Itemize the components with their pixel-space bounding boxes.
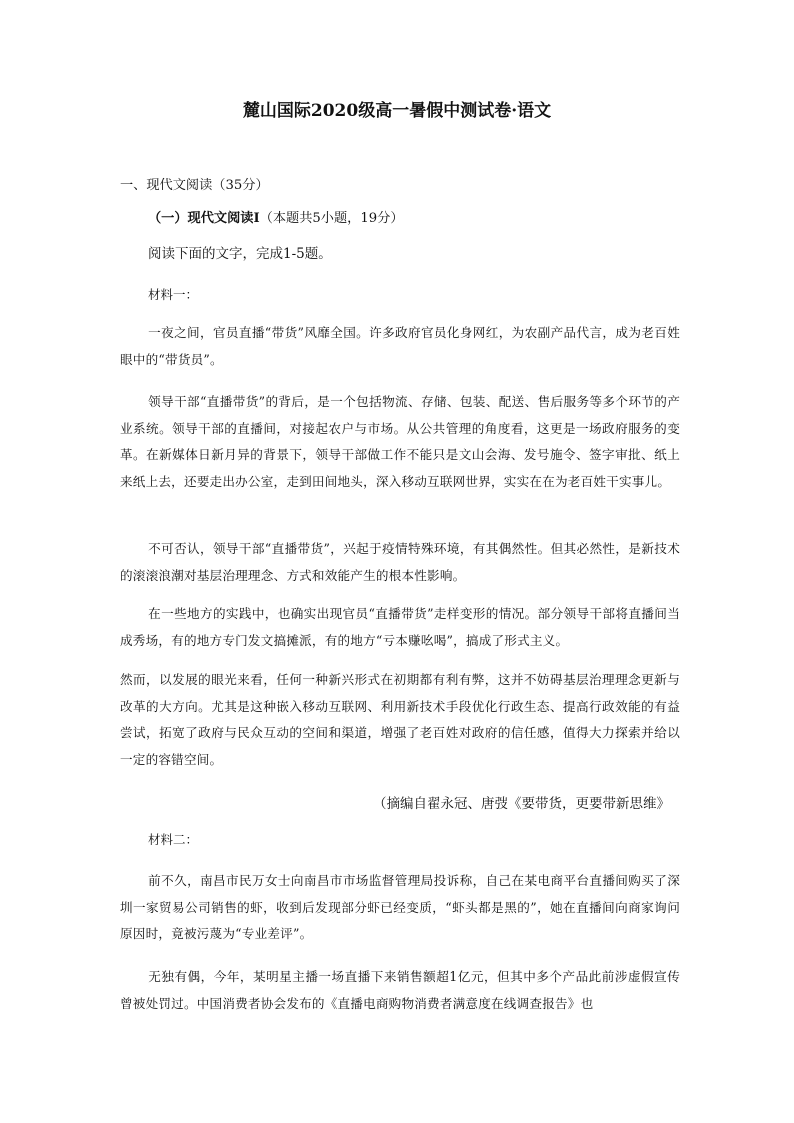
material-one-paragraph [120,389,680,495]
paragraph-text: 前不久，南昌市民万女士向南昌市市场监督管理局投诉称，自己在某电商平台直播间购买了深圳一家贸易公司销售的虾，收到后发现部分虾已经变质，“虾头都是黑的”，她在直播间向商家询问原因时，竟被污蔑为“专业差评”。 [120,873,680,941]
material-two-paragraph [120,868,680,948]
material-one-paragraph [120,601,680,654]
material-one-source: （摘编自翟永冠、唐弢《要带货，更要带新思维》 [373,796,670,812]
material-one-paragraph [120,320,680,373]
paragraph-text: 一夜之间，官员直播“带货”风靡全国。许多政府官员化身网红，为农副产品代言，成为老百姓眼中的“带货员”。 [120,325,680,367]
subsection-note: （本题共5小题，19分） [259,211,404,226]
material-one-paragraph [120,536,680,589]
section-heading: 一、现代文阅读（35分） [120,178,269,193]
reading-instruction: 阅读下面的文字，完成1-5题。 [148,246,332,262]
paragraph-text: 在一些地方的实践中，也确实出现官员“直播带货”走样变形的情况。部分领导干部将直播间当成秀场，有的地方专门发文搞摊派，有的地方“亏本赚吆喝”，搞成了形式主义。 [120,606,680,648]
exam-title: 麓山国际2020级高一暑假中测试卷·语文 [242,101,552,121]
paragraph-text: 不可否认，领导干部“直播带货”，兴起于疫情特殊环境，有其偶然性。但其必然性，是新技术的滚滚浪潮对基层治理理念、方式和效能产生的根本性影响。 [120,541,680,583]
subsection-title: （一）现代文阅读Ⅰ [148,211,260,226]
material-one-paragraph [120,667,680,773]
subsection-heading [148,210,404,228]
material-one-label: 材料一： [148,287,199,302]
material-two-label: 材料二： [148,832,199,847]
material-two-paragraph [120,964,680,1017]
paragraph-text: 无独有偶，今年，某明星主播一场直播下来销售额超1亿元，但其中多个产品此前涉虚假宣传曾被处罚过。中国消费者协会发布的《直播电商购物消费者满意度在线调查报告》也 [120,969,680,1011]
paragraph-text: 领导干部“直播带货”的背后，是一个包括物流、存储、包装、配送、售后服务等多个环节的产业系统。领导干部的直播间，对接起农户与市场。从公共管理的角度看，这更是一场政府服务的变革。在新媒体日新月异的背景下，领导干部做工作不能只是文山会海、发号施令、签字审批、纸上来纸上去，还要走出办公室，走到田间地头，深入移动互联网世界，实实在在为老百姓干实事儿。 [120,394,680,489]
paragraph-text: 然而，以发展的眼光来看，任何一种新兴形式在初期都有利有弊，这并不妨碍基层治理理念更新与改革的大方向。尤其是这种嵌入移动互联网、利用新技术手段优化行政生态、提高行政效能的有益尝试，拓宽了政府与民众互动的空间和渠道，增强了老百姓对政府的信任感，值得大力探索并给以一定的容错空间。 [120,672,680,767]
